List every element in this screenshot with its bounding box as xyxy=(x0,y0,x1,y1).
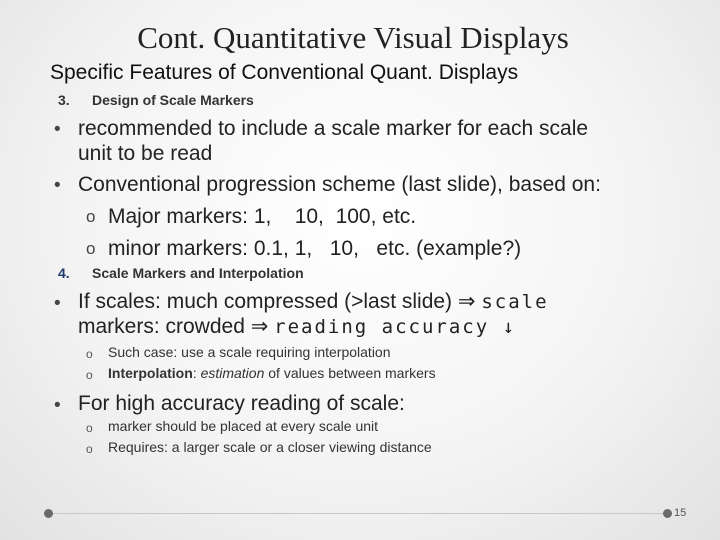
footer-rule xyxy=(48,513,666,514)
bullet-text-part: markers: crowded ⇒ xyxy=(78,315,275,338)
sub-bullet-marker: o xyxy=(86,368,93,382)
page-number: 15 xyxy=(674,507,687,519)
bullet-text-continued: unit to be read xyxy=(78,142,213,165)
bullet-text-mono: reading accuracy ↓ xyxy=(274,316,517,338)
footer-dot-right xyxy=(663,509,672,518)
term-bold: Interpolation xyxy=(108,365,193,381)
section-3-number: 3. xyxy=(58,92,70,108)
sub-bullet-marker: o xyxy=(86,239,96,258)
section-4-number: 4. xyxy=(58,265,70,281)
bullet-dot: • xyxy=(54,119,61,140)
sub-bullet-text: Major markers: 1, 10, 100, etc. xyxy=(108,205,417,228)
sub-bullet-text: Such case: use a scale requiring interpolation xyxy=(108,344,391,360)
sub-bullet-text: Requires: a larger scale or a closer viewing distance xyxy=(108,439,432,455)
footer-dot-left xyxy=(44,509,53,518)
sub-bullet-marker: o xyxy=(86,442,93,456)
sub-bullet-text: minor markers: 0.1, 1, 10, etc. (example?) xyxy=(108,237,522,260)
section-3-heading: Design of Scale Markers xyxy=(92,92,254,108)
sub-bullet-marker: o xyxy=(86,421,93,435)
sub-bullet-marker: o xyxy=(86,207,96,226)
section-4-heading: Scale Markers and Interpolation xyxy=(92,265,304,281)
bullet-text: For high accuracy reading of scale: xyxy=(78,392,405,415)
slide-title: Cont. Quantitative Visual Displays xyxy=(137,20,569,55)
bullet-text: recommended to include a scale marker for each scale xyxy=(78,117,589,140)
term-separator: : xyxy=(192,365,201,381)
bullet-text-mono: scale xyxy=(481,291,549,313)
bullet-text-continued xyxy=(78,312,516,342)
bullet-dot: • xyxy=(54,395,61,416)
bullet-dot: • xyxy=(54,175,61,196)
sub-bullet-marker: o xyxy=(86,347,93,361)
sub-bullet-text xyxy=(108,363,436,384)
bullet-text-part: If scales: much compressed (>last slide) ⇒ xyxy=(78,290,482,313)
sub-bullet-text: marker should be placed at every scale unit xyxy=(108,418,379,434)
term-rest: of values between markers xyxy=(264,365,436,381)
bullet-dot: • xyxy=(54,293,61,314)
bullet-text: Conventional progression scheme (last slide), based on: xyxy=(78,173,601,196)
slide-subtitle: Specific Features of Conventional Quant. Displays xyxy=(50,61,519,84)
term-italic: estimation xyxy=(200,365,265,381)
